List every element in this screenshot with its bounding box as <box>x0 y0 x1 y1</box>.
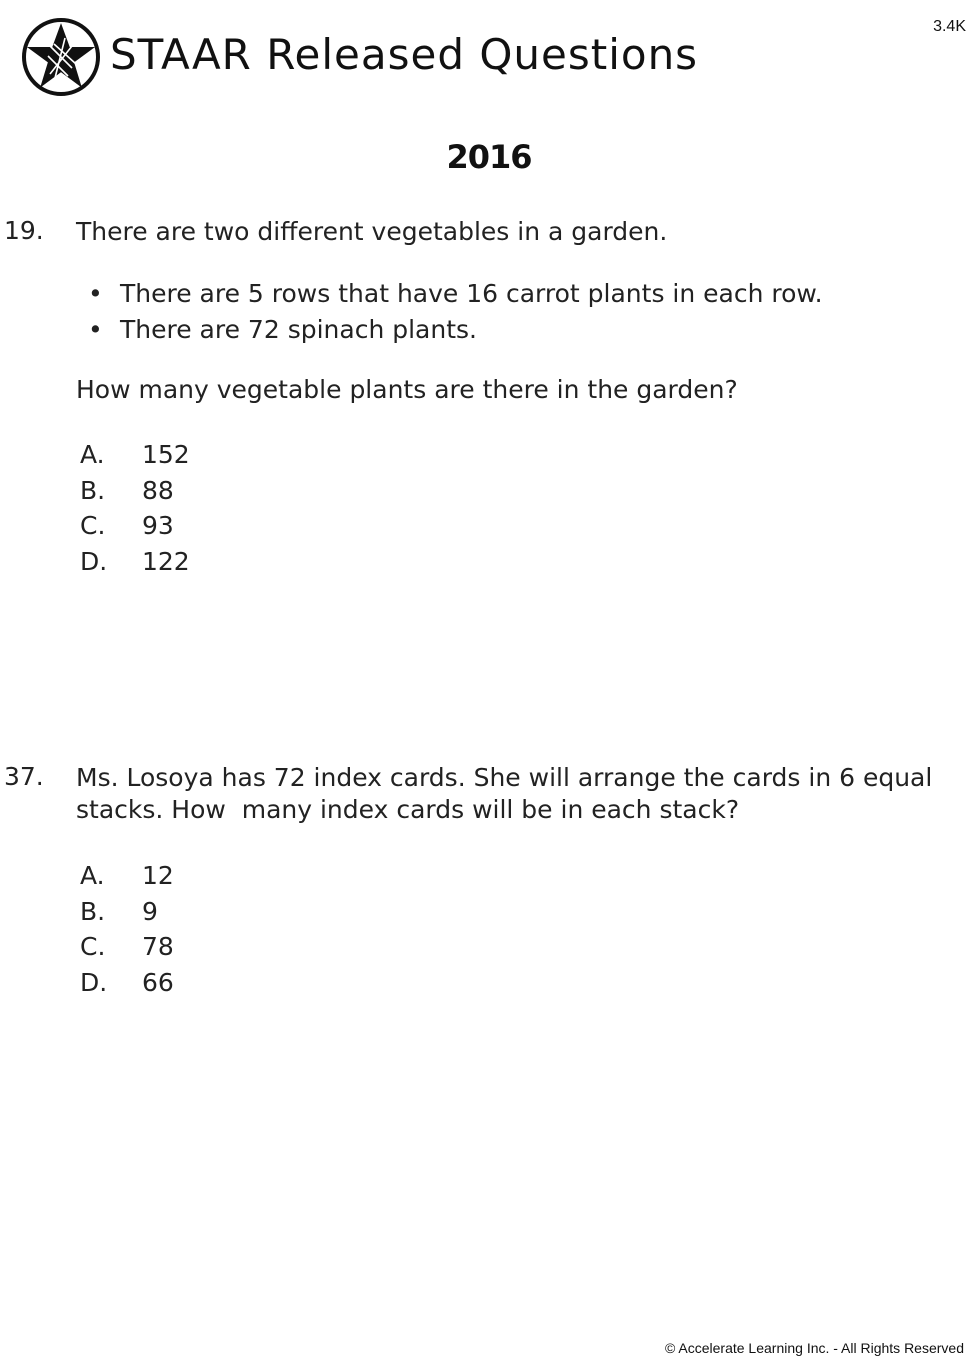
choice-text: 152 <box>142 440 190 469</box>
footer-copyright: © Accelerate Learning Inc. - All Rights Reserved <box>664 1340 964 1356</box>
choice-letter: A. <box>80 861 105 890</box>
list-item <box>88 276 823 312</box>
bullet-text: There are 5 rows that have 16 carrot plants in each row. <box>120 279 823 308</box>
choice-letter: A. <box>80 440 105 469</box>
question-stem: There are two different vegetables in a garden. <box>76 217 668 246</box>
answer-choice[interactable] <box>80 544 190 580</box>
answer-choice[interactable] <box>80 858 174 894</box>
answer-choices <box>80 437 190 579</box>
choice-letter: B. <box>80 896 106 926</box>
choice-text: 88 <box>142 475 174 505</box>
answer-choice[interactable] <box>80 437 190 473</box>
choice-text: 9 <box>142 896 158 926</box>
choice-text: 93 <box>142 511 174 540</box>
answer-choice[interactable] <box>80 965 174 1001</box>
year-heading: 2016 <box>446 138 532 176</box>
answer-choices <box>80 858 174 1000</box>
choice-letter: D. <box>80 967 108 997</box>
question-stem <box>76 762 932 826</box>
question-stem-line: stacks. How many index cards will be in each stack? <box>76 795 740 824</box>
question-number: 37. <box>4 762 44 791</box>
header-title: STAAR Released Questions <box>110 30 699 79</box>
choice-text: 78 <box>142 932 174 961</box>
bullet-text: There are 72 spinach plants. <box>120 315 477 344</box>
answer-choice[interactable] <box>80 929 174 965</box>
bullet-list <box>88 276 823 348</box>
choice-letter: C. <box>80 511 106 540</box>
list-item <box>88 312 823 348</box>
standard-code: 3.4K <box>933 18 966 35</box>
question-prompt: How many vegetable plants are there in the garden? <box>76 375 738 404</box>
answer-choice[interactable] <box>80 508 190 544</box>
choice-text: 66 <box>142 967 174 997</box>
choice-letter: D. <box>80 546 108 576</box>
bullet-icon: • <box>88 315 103 344</box>
bullet-icon: • <box>88 279 103 308</box>
question-stem-line: Ms. Losoya has 72 index cards. She will arrange the cards in 6 equal <box>76 763 933 792</box>
answer-choice[interactable] <box>80 894 174 930</box>
choice-text: 12 <box>142 861 174 890</box>
choice-letter: C. <box>80 932 106 961</box>
answer-choice[interactable] <box>80 473 190 509</box>
star-logo-icon <box>20 16 102 98</box>
question-number: 19. <box>4 216 44 245</box>
choice-text: 122 <box>142 546 190 576</box>
choice-letter: B. <box>80 475 106 505</box>
